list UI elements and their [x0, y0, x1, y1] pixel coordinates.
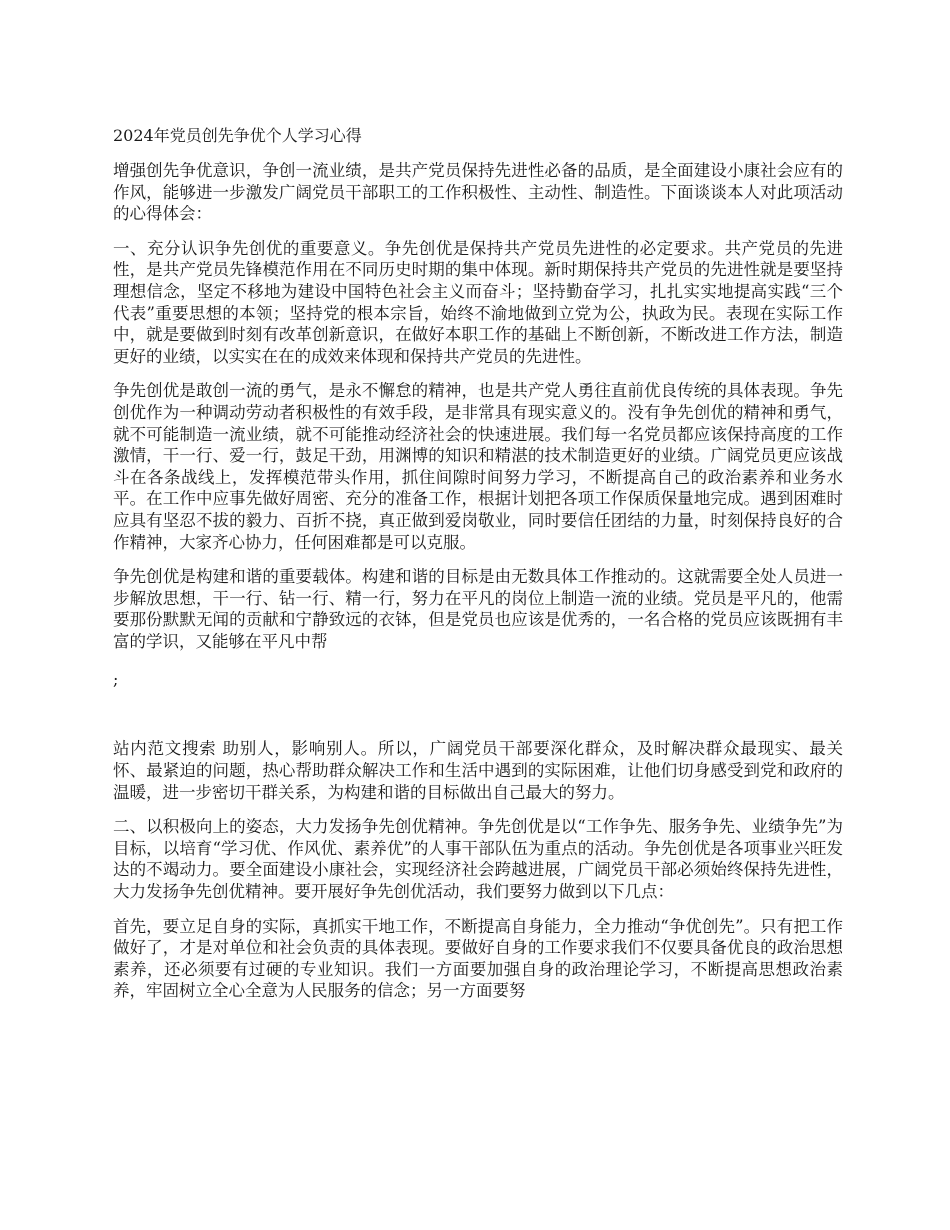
document-page — [113, 124, 843, 1015]
paragraph-continued: 站内范文搜索 助别人，影响别人。所以，广阔党员干部要深化群众，及时解决群众最现实、最关怀、最紧迫的问题，热心帮助群众解决工作和生活中遇到的实际困难，让他们切身感受到党和政府的温暖，进一步密切干群关系，为构建和谐的目标做出自己最大的努力。 — [113, 739, 843, 802]
paragraph-section-one: 一、充分认识争先创优的重要意义。争先创优是保持共产党员先进性的必定要求。共产党员的先进性，是共产党员先锋模范作用在不同历史时期的集中体现。新时期保持共产党员的先进性就是要坚持理想信念，坚定不移地为建设中国特色社会主义而奋斗；坚持勤奋学习，扎扎实实地提高实践“三个代表”重要思想的本领；坚持党的根本宗旨，始终不渝地做到立党为公，执政为民。表现在实际工作中，就是要做到时刻有改革创新意识，在做好本职工作的基础上不断创新，不断改进工作方法，制造更好的业绩，以实实在在的成效来体现和保持共产党员的先进性。 — [113, 238, 843, 366]
paragraph-intro: 增强创先争优意识，争创一流业绩，是共产党员保持先进性必备的品质，是全面建设小康社会应有的作风，能够进一步激发广阔党员干部职工的工作积极性、主动性、制造性。下面谈谈本人对此项活动的心得体会： — [113, 161, 843, 224]
paragraph-harmony: 争先创优是构建和谐的重要载体。构建和谐的目标是由无数具体工作推动的。这就需要全处人员进一步解放思想，干一行、钻一行、精一行，努力在平凡的岗位上制造一流的业绩。党员是平凡的，他需要那份默默无闻的贡献和宁静致远的衣钵，但是党员也应该是优秀的，一名合格的党员应该既拥有丰富的学识，又能够在平凡中帮 — [113, 567, 843, 651]
paragraph-first-point: 首先，要立足自身的实际，真抓实干地工作，不断提高自身能力，全力推动“争优创先”。只有把工作做好了，才是对单位和社会负责的具体表现。要做好自身的工作要求我们不仅要具备优良的政治思想素养，还必须要有过硬的专业知识。我们一方面要加强自身的政治理论学习，不断提高思想政治素养，牢固树立全心全意为人民服务的信念；另一方面要努 — [113, 916, 843, 1001]
paragraph-courage: 争先创优是敢创一流的勇气，是永不懈怠的精神，也是共产党人勇往直前优良传统的具体表现。争先创优作为一种调动劳动者积极性的有效手段，是非常具有现实意义的。没有争先创优的精神和勇气，就不可能制造一流业绩，就不可能推动经济社会的快速进展。我们每一名党员都应该保持高度的工作激情，干一行、爱一行，鼓足干劲，用渊博的知识和精湛的技术制造更好的业绩。广阔党员更应该战斗在各条战线上，发挥模范带头作用，抓住间隙时间努力学习，不断提高自己的政治素养和业务水平。在工作中应事先做好周密、充分的准备工作，根据计划把各项工作保质保量地完成。遇到困难时应具有坚忍不拔的毅力、百折不挠，真正做到爱岗敬业，同时要信任团结的力量，时刻保持良好的合作精神，大家齐心协力，任何困难都是可以克服。 — [113, 381, 843, 552]
document-title: 2024年党员创先争优个人学习心得 — [113, 126, 362, 145]
page-break-separator: ; — [113, 670, 119, 690]
paragraph-section-two: 二、以积极向上的姿态，大力发扬争先创优精神。争先创优是以“工作争先、服务争先、业绩争先”为目标，以培育“学习优、作风优、素养优”的人事干部队伍为重点的活动。争先创优是各项事业兴旺发达的不竭动力。要全面建设小康社会，实现经济社会跨越进展，广阔党员干部必须始终保持先进性，大力发扬争先创优精神。要开展好争先创优活动，我们要努力做到以下几点： — [113, 817, 843, 902]
